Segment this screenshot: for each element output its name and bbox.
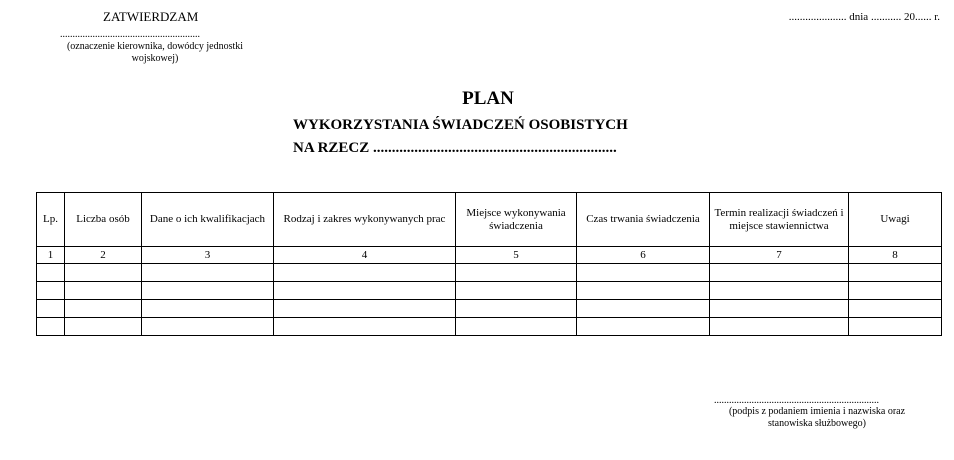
table-cell — [577, 300, 710, 318]
place-date-line: ..................... dnia ........... 20...... r. — [788, 11, 940, 23]
signature-line: .................................................................. — [714, 395, 879, 406]
table-cell — [274, 264, 456, 282]
header-lp: Lp. — [37, 193, 65, 247]
header-place: Miejsce wykonywania świadczenia — [456, 193, 577, 247]
column-number: 4 — [274, 247, 456, 264]
table-cell — [65, 318, 142, 336]
table-cell — [65, 264, 142, 282]
table-cell — [142, 282, 274, 300]
table-cell — [142, 300, 274, 318]
plan-table — [36, 192, 942, 336]
table-cell — [65, 300, 142, 318]
column-number: 8 — [849, 247, 942, 264]
table-cell — [37, 264, 65, 282]
table-cell — [274, 318, 456, 336]
approve-note: (oznaczenie kierownika, dowódcy jednostki wojskowej) — [66, 41, 244, 64]
column-number-row — [37, 247, 942, 264]
table-cell — [710, 282, 849, 300]
column-number: 5 — [456, 247, 577, 264]
table-header-row — [37, 193, 942, 247]
header-work-scope: Rodzaj i zakres wykonywanych prac — [274, 193, 456, 247]
approve-signature-line: ........................................................ — [60, 29, 200, 40]
header-remarks: Uwagi — [849, 193, 942, 247]
table-cell — [456, 300, 577, 318]
header-people-count: Liczba osób — [65, 193, 142, 247]
table-cell — [37, 282, 65, 300]
document-subtitle: WYKORZYSTANIA ŚWIADCZEŃ OSOBISTYCH — [293, 117, 628, 133]
table-cell — [274, 282, 456, 300]
table-cell — [849, 264, 942, 282]
table-row — [37, 318, 942, 336]
table-row — [37, 300, 942, 318]
column-number: 1 — [37, 247, 65, 264]
table-cell — [577, 282, 710, 300]
document-subtitle-recipient: NA RZECZ ................................................................. — [293, 140, 617, 156]
table-cell — [456, 264, 577, 282]
column-number: 2 — [65, 247, 142, 264]
table-cell — [710, 264, 849, 282]
approve-label: ZATWIERDZAM — [103, 9, 199, 24]
signature-note: (podpis z podaniem imienia i nazwiska oraz stanowiska służbowego) — [728, 406, 906, 429]
table-cell — [849, 282, 942, 300]
table-cell — [456, 282, 577, 300]
column-number: 3 — [142, 247, 274, 264]
table-row — [37, 264, 942, 282]
table-cell — [710, 300, 849, 318]
document-title: PLAN — [462, 88, 514, 109]
table-cell — [456, 318, 577, 336]
column-number: 6 — [577, 247, 710, 264]
table-cell — [274, 300, 456, 318]
header-duration: Czas trwania świadczenia — [577, 193, 710, 247]
table-cell — [65, 282, 142, 300]
table-cell — [849, 300, 942, 318]
table-cell — [577, 318, 710, 336]
table-cell — [142, 264, 274, 282]
header-qualifications: Dane o ich kwalifikacjach — [142, 193, 274, 247]
header-deadline: Termin realizacji świadczeń i miejsce stawiennictwa — [710, 193, 849, 247]
table-cell — [37, 300, 65, 318]
column-number: 7 — [710, 247, 849, 264]
table-cell — [710, 318, 849, 336]
table-cell — [849, 318, 942, 336]
table-cell — [37, 318, 65, 336]
table-cell — [577, 264, 710, 282]
table-row — [37, 282, 942, 300]
table-cell — [142, 318, 274, 336]
